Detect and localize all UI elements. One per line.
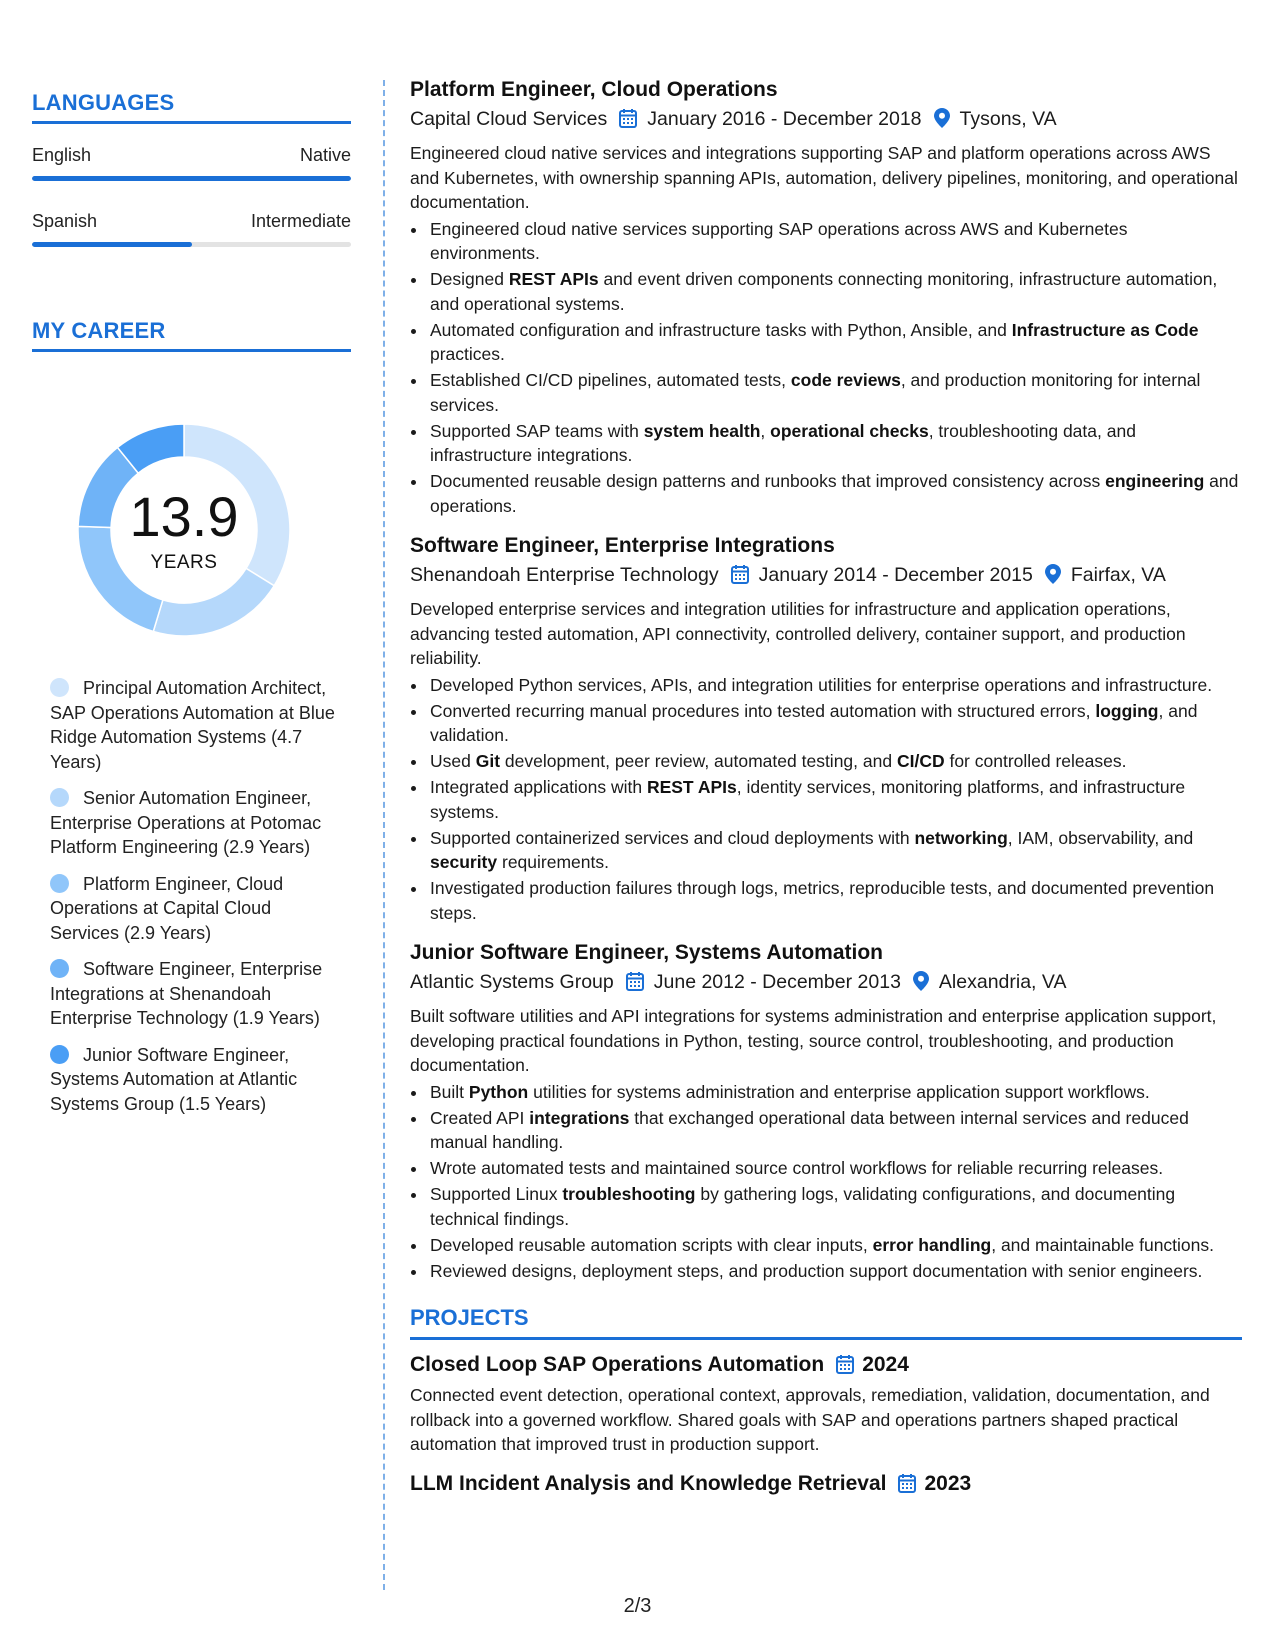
job-summary: Developed enterprise services and integration utilities for infrastructure and application operations, advancing tested automation, API connectivity, controlled delivery, container support, and production reliability. <box>410 599 1186 668</box>
bullet-text: Reviewed designs, deployment steps, and production support documentation with senior engineers. <box>430 1260 1203 1281</box>
job-bullets <box>410 1080 1242 1284</box>
bullet-text: , and validation. <box>430 700 1198 745</box>
job-title: Platform Engineer, Cloud Operations <box>410 78 778 101</box>
donut-slice-1 <box>153 568 274 636</box>
legend-dot <box>50 874 69 893</box>
bullet-text: , <box>760 420 771 441</box>
job-bullet <box>428 1106 1242 1155</box>
job-location: Alexandria, VA <box>938 971 1067 993</box>
bullet-text: requirements. <box>497 852 609 872</box>
career-legend-text: Principal Automation Architect, SAP Operations Automation at Blue Ridge Automation Systems (4.7 Years) <box>50 678 335 772</box>
projects-heading-rule <box>410 1337 1242 1340</box>
project-title: Closed Loop SAP Operations Automation <box>410 1353 825 1376</box>
bullet-keyword: REST APIs <box>646 777 737 797</box>
job-dates: January 2016 - December 2018 <box>647 108 922 130</box>
job-bullet <box>428 1233 1242 1258</box>
bullet-keyword: troubleshooting <box>562 1184 696 1204</box>
job-meta <box>410 560 1242 593</box>
bullet-text: that exchanged operational data between internal services and reduced manual handling. <box>430 1107 1189 1152</box>
bullet-keyword: security <box>430 852 498 872</box>
main-content <box>410 76 1242 1502</box>
job-dates: January 2014 - December 2015 <box>758 564 1033 586</box>
career-legend-item <box>50 872 335 946</box>
job-entry <box>410 939 1242 1283</box>
bullet-text: Supported SAP teams with <box>430 420 644 441</box>
job-bullet <box>428 1080 1242 1105</box>
bullet-text: , and production monitoring for internal services. <box>430 370 1201 415</box>
bullet-keyword: networking <box>914 827 1008 848</box>
calendar-icon <box>836 1353 854 1383</box>
project-year: 2023 <box>924 1471 972 1495</box>
job-bullet <box>428 469 1242 518</box>
job-bullet <box>428 699 1242 748</box>
project-entry <box>410 1350 1242 1457</box>
job-location: Fairfax, VA <box>1070 564 1166 586</box>
job-summary: Engineered cloud native services and integrations supporting SAP and platform operations across AWS and Kubernetes, with ownership spanning APIs, automation, delivery pipelines, monitoring, and operational documentation. <box>410 143 1238 212</box>
bullet-text: Investigated production failures through logs, metrics, reproducible tests, and documented prevention steps. <box>430 878 1215 923</box>
language-level: Native <box>299 145 351 165</box>
career-legend-item <box>50 676 335 774</box>
bullet-keyword: Python <box>468 1081 529 1102</box>
bullet-text: Supported Linux <box>430 1184 563 1204</box>
job-dates: June 2012 - December 2013 <box>653 971 901 993</box>
project-entry <box>410 1469 1242 1502</box>
project-year: 2024 <box>862 1353 909 1376</box>
job-bullet <box>428 419 1242 468</box>
career-legend-text: Platform Engineer, Cloud Operations at Capital Cloud Services (2.9 Years) <box>50 873 284 943</box>
career-legend-item <box>50 1043 335 1117</box>
bullet-keyword: system health <box>643 420 761 441</box>
job-bullet <box>428 876 1242 925</box>
legend-dot <box>50 788 69 807</box>
job-bullet <box>428 1182 1242 1231</box>
languages-heading: LANGUAGES <box>32 90 175 115</box>
job-bullet <box>428 826 1242 875</box>
page-number: 2/3 <box>623 1595 652 1617</box>
bullet-text: and event driven components connecting monitoring, infrastructure automation, and operational systems. <box>430 269 1218 314</box>
project-title-row <box>410 1350 1242 1383</box>
job-company: Atlantic Systems Group <box>410 971 614 993</box>
bullet-keyword: error handling <box>872 1234 992 1255</box>
job-entry <box>410 76 1242 518</box>
job-bullet <box>428 749 1242 774</box>
legend-dot <box>50 1045 69 1064</box>
bullet-text: Integrated applications with <box>430 777 647 797</box>
project-description: Connected event detection, operational context, approvals, remediation, validation, documentation, and rollback into a governed workflow. Shared goals with SAP and operations partners shaped practical automation that improved trust in production support. <box>410 1385 1210 1454</box>
project-title-row <box>410 1469 1242 1502</box>
bullet-keyword: engineering <box>1105 471 1205 491</box>
column-divider <box>383 80 385 1590</box>
job-bullet <box>428 318 1242 367</box>
job-meta <box>410 104 1242 137</box>
location-pin-icon <box>1045 563 1061 593</box>
bullet-text: Wrote automated tests and maintained source control workflows for reliable recurring releases. <box>430 1158 1164 1178</box>
bullet-text: , IAM, observability, and <box>1007 827 1194 848</box>
bullet-text: Documented reusable design patterns and runbooks that improved consistency across <box>430 471 1106 491</box>
location-pin-icon <box>913 970 929 1000</box>
calendar-icon <box>626 970 644 1000</box>
language-level: Intermediate <box>250 211 351 231</box>
job-location: Tysons, VA <box>959 108 1057 130</box>
bullet-text: and operations. <box>430 471 1239 516</box>
job-bullet <box>428 775 1242 824</box>
job-bullet <box>428 267 1242 316</box>
bullet-text: Developed reusable automation scripts with clear inputs, <box>430 1234 873 1255</box>
bullet-text: Used <box>430 751 476 771</box>
calendar-icon <box>619 107 637 137</box>
bullet-text: Established CI/CD pipelines, automated tests, <box>430 370 791 390</box>
career-legend-text: Senior Automation Engineer, Enterprise Operations at Potomac Platform Engineering (2.9 Years) <box>50 788 322 857</box>
career-heading-rule <box>32 349 351 352</box>
bullet-text: development, peer review, automated testing, and <box>500 751 897 771</box>
job-bullet <box>428 1259 1242 1284</box>
job-company: Shenandoah Enterprise Technology <box>410 564 719 586</box>
language-name: Spanish <box>32 211 98 231</box>
job-meta <box>410 967 1242 1000</box>
career-total-years: 13.9 <box>129 485 239 548</box>
language-bar-fill <box>32 242 192 247</box>
bullet-text: Designed <box>430 269 509 289</box>
bullet-text: , and maintainable functions. <box>991 1234 1215 1255</box>
job-summary: Built software utilities and API integrations for systems administration and enterprise application support, developing practical foundations in Python, testing, source control, troubleshooting, and production documentation. <box>410 1006 1217 1075</box>
bullet-text: , troubleshooting data, and infrastructure integrations. <box>430 420 1136 465</box>
calendar-icon <box>731 563 749 593</box>
bullet-text: practices. <box>430 344 505 364</box>
languages-heading-rule <box>32 121 351 124</box>
career-legend-item <box>50 957 335 1031</box>
career-legend-text: Software Engineer, Enterprise Integrations at Shenandoah Enterprise Technology (1.9 Years) <box>50 959 323 1028</box>
career-legend-text: Junior Software Engineer, Systems Automation at Atlantic Systems Group (1.5 Years) <box>50 1044 298 1114</box>
job-bullets <box>410 673 1242 926</box>
career-total-unit: YEARS <box>150 552 218 573</box>
job-bullets <box>410 217 1242 519</box>
bullet-text: Built <box>430 1081 469 1102</box>
career-heading: MY CAREER <box>32 318 166 343</box>
bullet-text: Developed Python services, APIs, and integration utilities for enterprise operations and infrastructure. <box>430 674 1213 695</box>
bullet-text: Supported containerized services and cloud deployments with <box>430 827 915 848</box>
job-title: Junior Software Engineer, Systems Automation <box>410 941 883 964</box>
job-bullet <box>428 368 1242 417</box>
bullet-text: Engineered cloud native services supporting SAP operations across AWS and Kubernetes environments. <box>430 218 1128 263</box>
location-pin-icon <box>934 107 950 137</box>
bullet-keyword: operational checks <box>770 420 929 441</box>
bullet-keyword: code reviews <box>790 370 901 390</box>
bullet-text: by gathering logs, validating configurations, and documenting technical findings. <box>430 1184 1176 1229</box>
project-title: LLM Incident Analysis and Knowledge Retrieval <box>410 1471 887 1495</box>
language-bar-english <box>32 176 351 181</box>
job-entry <box>410 532 1242 925</box>
language-bar-fill <box>32 176 351 181</box>
bullet-keyword: REST APIs <box>508 269 599 289</box>
job-company: Capital Cloud Services <box>410 108 608 130</box>
projects-heading: PROJECTS <box>410 1305 529 1330</box>
bullet-text: , identity services, monitoring platforms, and infrastructure systems. <box>430 777 1186 822</box>
bullet-keyword: integrations <box>529 1107 630 1128</box>
bullet-keyword: CI/CD <box>896 751 945 771</box>
language-name: English <box>32 145 92 165</box>
language-bar-spanish <box>32 242 351 247</box>
bullet-text: Converted recurring manual procedures into tested automation with structured errors, <box>430 700 1096 721</box>
bullet-text: Automated configuration and infrastructure tasks with Python, Ansible, and <box>430 319 1012 340</box>
career-legend-item <box>50 786 335 860</box>
bullet-keyword: logging <box>1095 700 1159 721</box>
calendar-icon <box>898 1472 916 1502</box>
bullet-text: for controlled releases. <box>944 751 1127 771</box>
bullet-text: utilities for systems administration and enterprise application support workflows. <box>528 1081 1150 1102</box>
legend-dot <box>50 678 69 697</box>
bullet-keyword: Infrastructure as Code <box>1011 319 1199 340</box>
career-donut-chart <box>64 410 304 650</box>
bullet-text: Created API <box>430 1107 530 1128</box>
job-bullet <box>428 217 1242 266</box>
career-legend <box>50 676 335 1128</box>
job-bullet <box>428 673 1242 698</box>
bullet-keyword: Git <box>475 751 501 771</box>
job-title: Software Engineer, Enterprise Integrations <box>410 534 835 557</box>
job-bullet <box>428 1156 1242 1181</box>
legend-dot <box>50 959 69 978</box>
